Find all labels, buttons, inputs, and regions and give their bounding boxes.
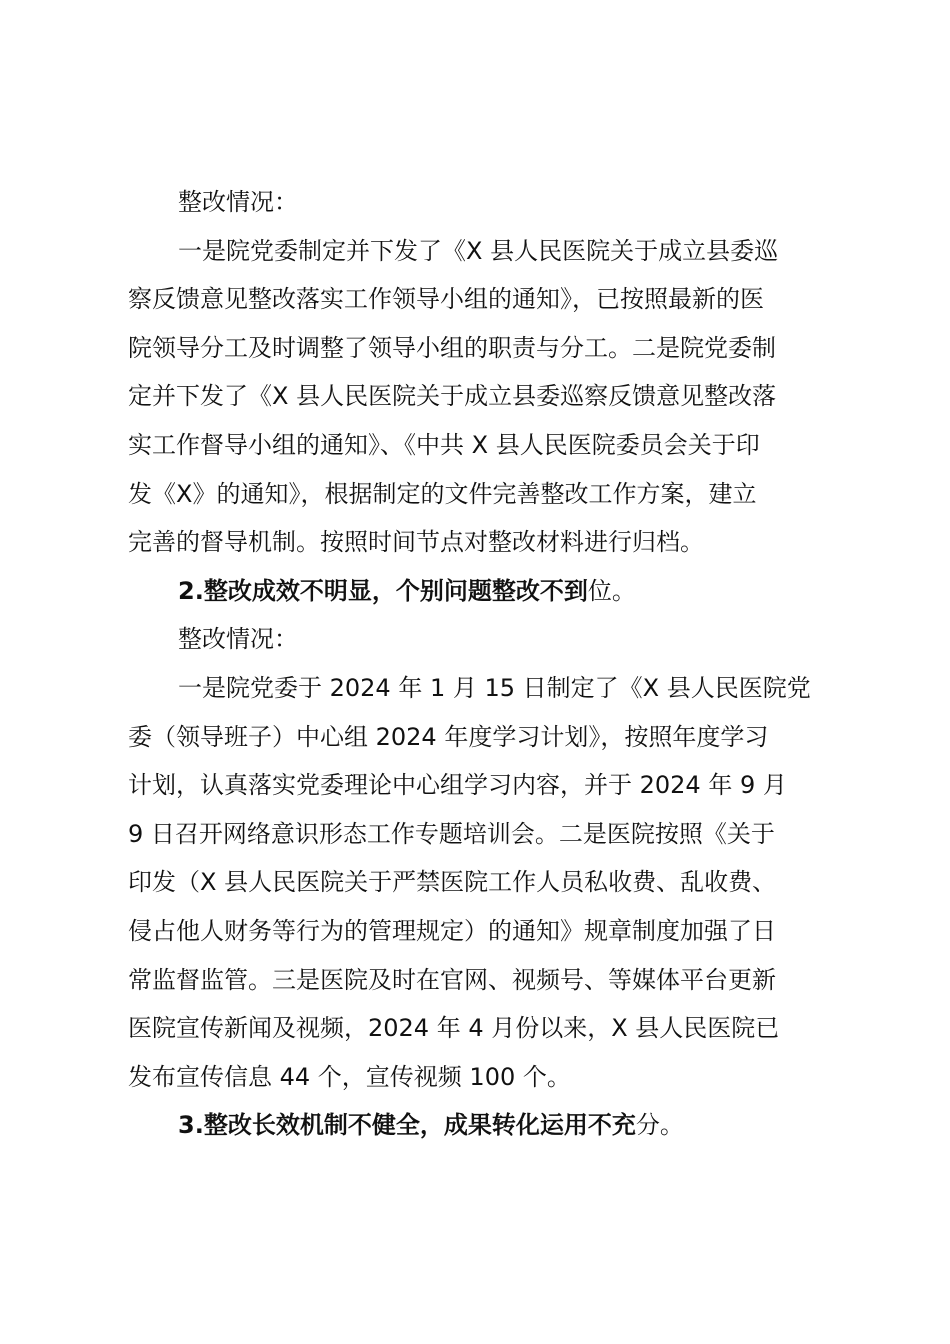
section-heading: 整改情况： bbox=[178, 625, 298, 654]
item-3-heading bbox=[128, 1101, 828, 1150]
text-line: 察反馈意见整改落实工作领导小组的通知》，已按照最新的医 bbox=[128, 285, 764, 314]
document-body bbox=[128, 178, 828, 1150]
text-line: 医院宣传新闻及视频，2024 年 4 月份以来，X 县人民医院已 bbox=[128, 1014, 780, 1043]
text-line: 发布宣传信息 44 个，宣传视频 100 个。 bbox=[128, 1062, 571, 1091]
text-line: 一是院党委制定并下发了《X 县人民医院关于成立县委巡 bbox=[178, 236, 779, 265]
item-3-tail-text: 分。 bbox=[635, 1111, 684, 1140]
item-2-tail-text: 位。 bbox=[587, 576, 636, 605]
text-line: 发《X》的通知》，根据制定的文件完善整改工作方案，建立 bbox=[128, 479, 757, 508]
paragraph-1 bbox=[128, 227, 828, 567]
paragraph-2 bbox=[128, 664, 828, 1101]
text-line: 计划，认真落实党委理论中心组学习内容，并于 2024 年 9 月 bbox=[128, 771, 787, 800]
item-2-bold-text: 2.整改成效不明显，个别问题整改不到 bbox=[178, 576, 588, 605]
text-line: 侵占他人财务等行为的管理规定）的通知》规章制度加强了日 bbox=[128, 916, 776, 945]
text-line: 完善的督导机制。按照时间节点对整改材料进行归档。 bbox=[128, 528, 704, 557]
item-2-heading bbox=[128, 567, 828, 616]
text-line: 一是院党委于 2024 年 1 月 15 日制定了《X 县人民医院党 bbox=[178, 673, 811, 702]
text-line: 委（领导班子）中心组 2024 年度学习计划》，按照年度学习 bbox=[128, 722, 769, 751]
text-line: 常监督监管。三是医院及时在官网、视频号、等媒体平台更新 bbox=[128, 965, 776, 994]
text-line: 印发（X 县人民医院关于严禁医院工作人员私收费、乱收费、 bbox=[128, 868, 777, 897]
text-line: 实工作督导小组的通知》、《中共 X 县人民医院委员会关于印 bbox=[128, 430, 760, 459]
text-line: 9 日召开网络意识形态工作专题培训会。二是医院按照《关于 bbox=[128, 819, 775, 848]
section-heading: 整改情况： bbox=[178, 188, 298, 216]
text-line: 院领导分工及时调整了领导小组的职责与分工。二是院党委制 bbox=[128, 333, 776, 362]
item-3-bold-text: 3.整改长效机制不健全，成果转化运用不充 bbox=[178, 1111, 636, 1140]
text-line: 定并下发了《X 县人民医院关于成立县委巡察反馈意见整改落 bbox=[128, 382, 777, 411]
